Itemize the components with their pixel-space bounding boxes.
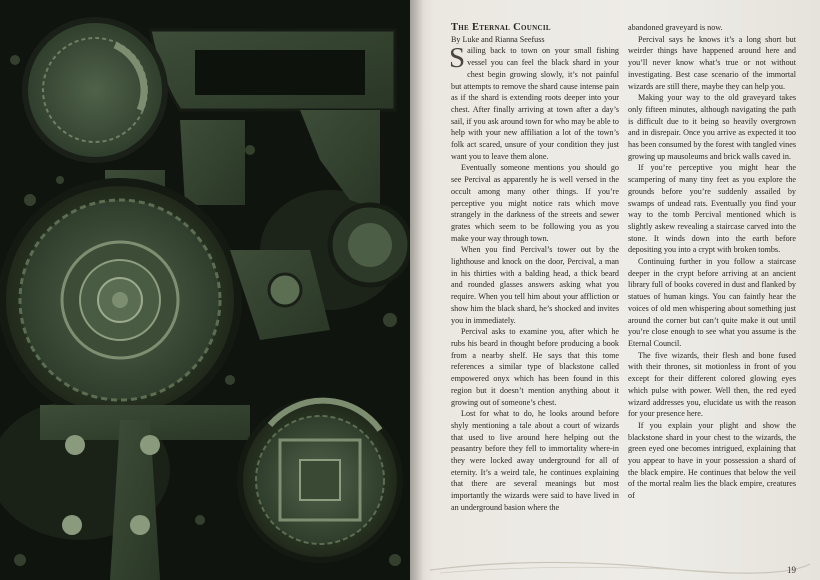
paragraph: Lost for what to do, he looks around before shyly mentioning a tale about a court of wizards that used to live around here helping out the peasantry before they fell to immortality where-in they were locked away underground for all of eternity. It’s a weird tale, he continues explaining that there are several meanings but most importantly the wizards were said to have lived in an underground basion where the [451,409,619,512]
paragraph: Percival asks to examine you, after which he rubs his beard in thought before producing a book from a nearby shelf. He says that this tome references a similar type of blackstone called empowered onyx which has been found in this region but it doesn’t mention anything about it growing out of someone’s chest. [451,327,619,407]
article-byline: By Luke and Rianna Seefuss [451,34,545,44]
paragraph [449,42,619,162]
paragraph-text: ailing back to town on your small fishing vessel you can feel the black shard in your chest begin growing slowly, it’s not painful but attempts to remove the shard cause intense pain as if the shard is extending roots deeper into your chest. After finally arriving at town after a day’s sail, if you ask around town for who may be able to help with your new affiliation a lot of the town’s folk act scared, unsure of your condition they just want you to leave them alone. [451,46,619,161]
decorative-flourish [420,546,815,576]
paragraph: Continuing further in you follow a staircase deeper in the crypt before arriving at an ancient library full of books covered in dust and flanked by statues of human kings. You can faintly hear the voices of old men whispering about something just around the corner but can’t quite make it out until you’re close enough to see what you assume is the Eternal Council. [628,257,796,348]
paragraph: The five wizards, their flesh and bone fused with their thrones, sit motionless in front of you except for their different colored glowing eyes which pulse with power. Well then, the red eyed wizard addresses you, elucidate us with the reason for your presence here. [628,350,796,419]
page-number: 19 [787,565,796,575]
drop-cap: S [449,42,466,75]
paragraph: If you explain your plight and show the blackstone shard in your chest to the wizards, the green eyed one becomes intrigued, explaining that you appear to have in your possession a shard of the black empire. He continues that below the veil of the mortal realm lies the black empire, creatures of [628,420,796,501]
paragraph: Percival says he knows it’s a long short but weirder things have happened around here and you’ll never know what’s true or not without investigating. Best case scenario of the immortal wizards are still there, maybe they can help you. [628,34,796,91]
paragraph: If you’re perceptive you might hear the scampering of many tiny feet as you explore the grounds before you’re suddenly assailed by swamps of undead rats. Eventually you find your way to the tomb Percival mentioned which is slightly askew revealing a staircase carved into the stone. It winds down into the earth before depositing you into a crypt with broken tombs. [628,163,796,255]
paragraph: abandoned graveyard is now. [628,23,723,32]
paragraph: Making your way to the old graveyard takes only fifteen minutes, although navigating the path is difficult due to it being so heavily overgrown and in disrepair. Once you arrive as expected it too has been consumed by the forest with tangled vines growing up mausoleums and brick walls caved in. [628,93,796,161]
gutter-shadow [410,0,424,580]
paragraph: Eventually someone mentions you should go see Percival as apparently he is well versed in the occult among many other things. If you’re perceptive you might notice rats which move strangely in the darkness of the streets and sewer grates which seem to be following you as you make your way through town. [451,163,619,243]
text-column-left [451,22,619,514]
text-page [410,0,820,580]
article-title: The Eternal Council [451,22,551,33]
text-column-right [628,22,796,502]
paragraph: When you find Percival’s tower out by the lighthouse and knock on the door, Percival, a man in his thirties with a balding head, a thick beard and rounded glasses answers asking what you require. When you tell him about your affliction or show him the black shard, he’s shocked and invites you in immediately. [451,245,619,325]
